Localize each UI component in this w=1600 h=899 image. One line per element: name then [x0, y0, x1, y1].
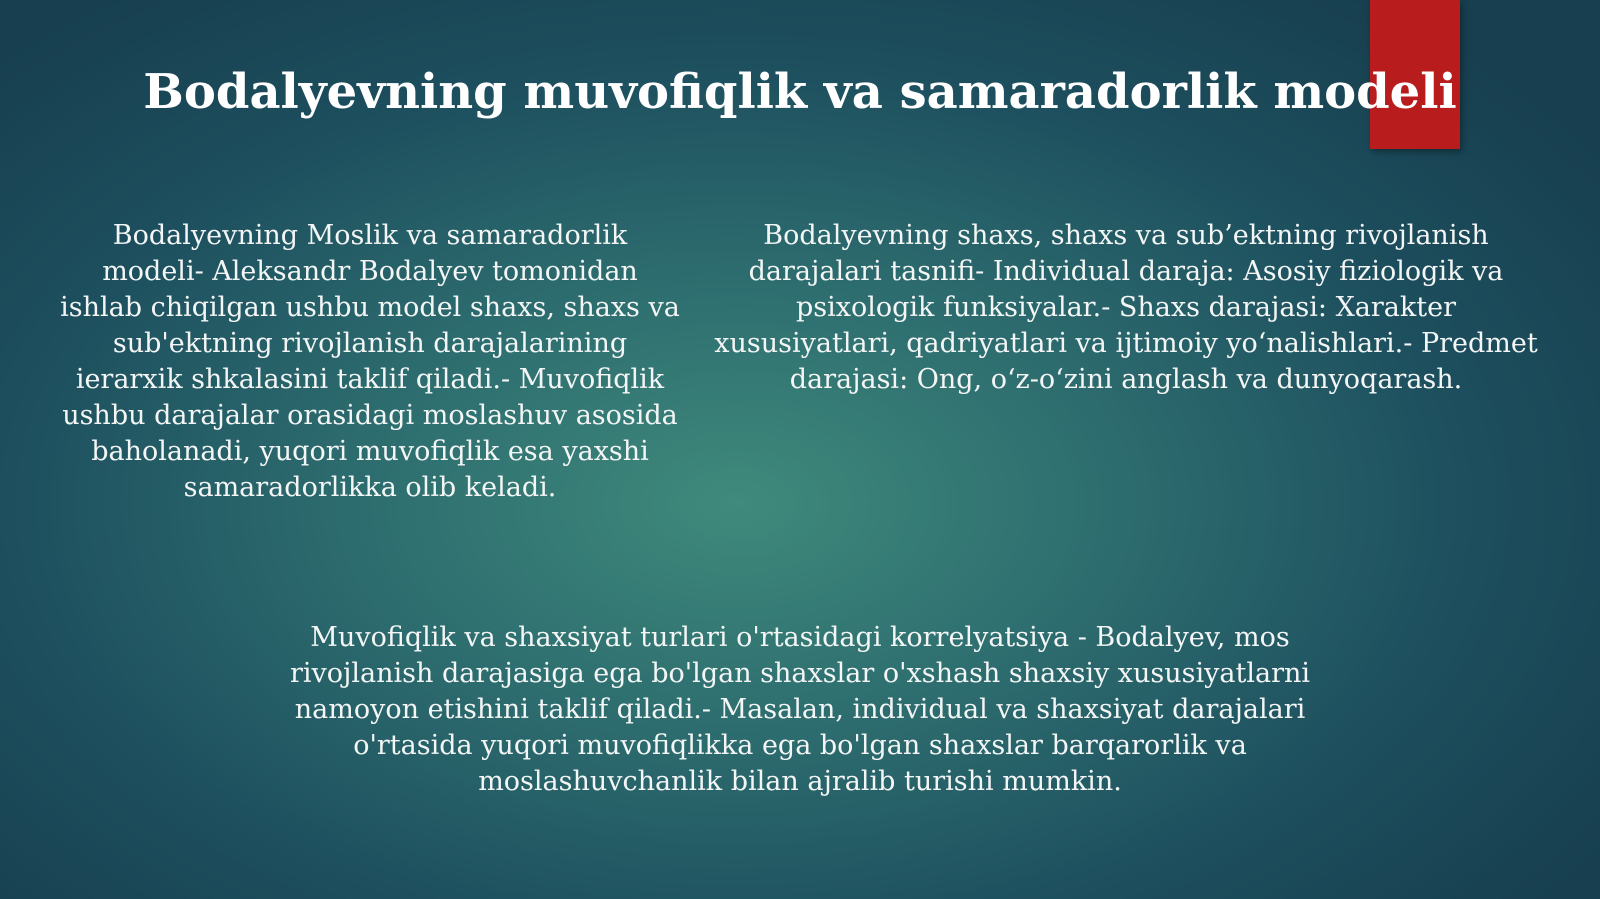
paragraph-left: Bodalyevning Moslik va samaradorlik modeli- Aleksandr Bodalyev tomonidan ishlab chiqilgan ushbu model shaxs, shaxs va sub'ektning rivojlanish darajalarining ierarxik shkalasini taklif qiladi.- Muvofiqlik ushbu darajalar orasidagi moslashuv asosida baholanadi, yuqori muvofiqlik esa yaxshi samaradorlikka olib keladi. [60, 220, 680, 503]
slide-title: Bodalyevning muvofiqlik va samaradorlik modeli [143, 64, 1457, 120]
paragraph-bottom: Muvofiqlik va shaxsiyat turlari o'rtasidagi korrelyatsiya - Bodalyev, mos rivojlanish darajasiga ega bo'lgan shaxslar o'xshash shaxsiy xususiyatlarni namoyon etishini taklif qiladi.- Masalan, individual va shaxsiyat darajalari o'rtasida yuqori muvofiqlikka ega bo'lgan shaxslar barqarorlik va moslashuvchanlik bilan ajralib turishi mumkin. [289, 622, 1311, 797]
paragraph-right: Bodalyevning shaxs, shaxs va sub’ektning rivojlanish darajalari tasnifi- Individual daraja: Asosiy fiziologik va psixologik funksiyalar.- Shaxs darajasi: Xarakter xususiyatlari, qadriyatlari va ijtimoiy yo‘nalishlari.- Predmet darajasi: Ong, o‘z-o‘zini anglash va dunyoqarash. [714, 220, 1538, 395]
